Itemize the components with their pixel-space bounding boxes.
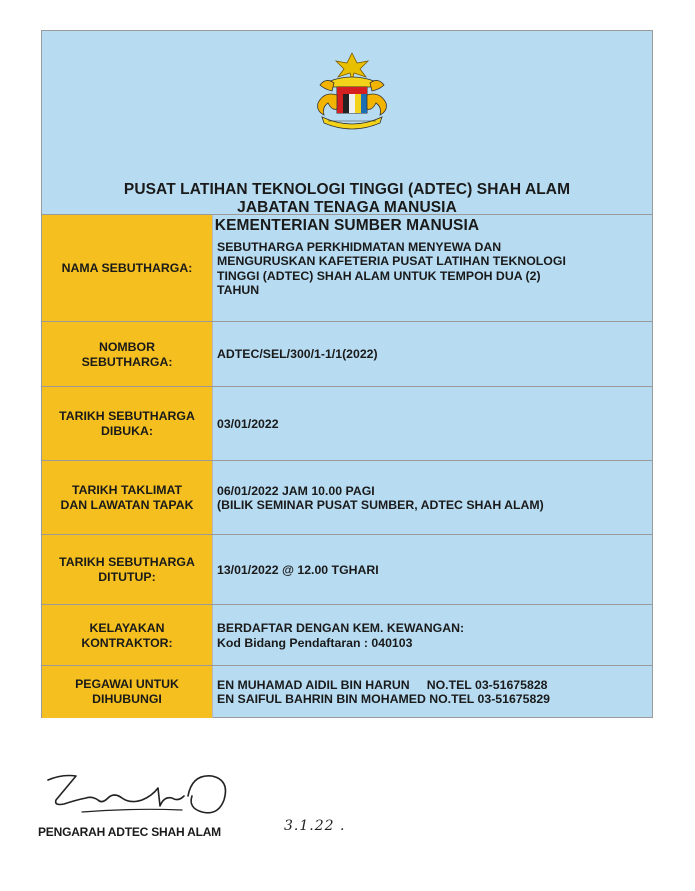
row-contact-officers: [42, 665, 652, 718]
row-label-text: NAMA SEBUTHARGA:: [61, 261, 193, 275]
row-value: [213, 666, 652, 718]
row-label-text: TARIKH TAKLIMAT: [72, 483, 182, 497]
signatory-title: PENGARAH ADTEC SHAH ALAM: [38, 825, 221, 839]
row-value-text: 06/01/2022 JAM 10.00 PAGI: [217, 483, 375, 498]
row-tender-name: [42, 214, 652, 322]
row-value-text: (BILIK SEMINAR PUSAT SUMBER, ADTEC SHAH ALAM): [217, 498, 544, 512]
row-value: [213, 605, 652, 666]
row-label: [42, 322, 213, 387]
row-value-text: 03/01/2022: [217, 416, 279, 431]
row-open-date: [42, 386, 652, 461]
row-value-text: TINGGI (ADTEC) SHAH ALAM UNTUK TEMPOH DUA (2): [217, 268, 541, 283]
handwritten-signature: [42, 766, 232, 822]
row-value-text: Kod Bidang Pendaftaran : 040103: [217, 635, 413, 650]
row-label-text: KONTRAKTOR:: [81, 635, 173, 650]
row-value-text: EN SAIFUL BAHRIN BIN MOHAMED NO.TEL 03-51675829: [217, 692, 551, 706]
row-contractor-qualification: [42, 604, 652, 666]
row-value: [213, 461, 652, 535]
row-label: [42, 387, 213, 461]
row-value-text: EN MUHAMAD AIDIL BIN HARUN NO.TEL 03-51675828: [217, 677, 548, 692]
row-label-text: KELAYAKAN: [89, 620, 165, 635]
row-label-text: DIHUBUNGI: [92, 692, 162, 706]
row-label-text: TARIKH SEBUTHARGA: [59, 409, 195, 423]
handwritten-date: 3.1.22 .: [284, 818, 346, 834]
header-line-2: JABATAN TENAGA MANUSIA: [237, 199, 457, 216]
row-label-text: DITUTUP:: [98, 570, 156, 584]
row-label: [42, 535, 213, 605]
coat-of-arms-icon: [310, 51, 394, 131]
row-label: [42, 461, 213, 535]
row-label: [42, 605, 213, 666]
row-label-text: NOMBOR: [98, 339, 155, 354]
notice-header: [42, 31, 652, 234]
row-label-text: DIBUKA:: [101, 424, 153, 438]
row-value-text: SEBUTHARGA PERKHIDMATAN MENYEWA DAN: [217, 239, 502, 254]
row-label: [42, 215, 213, 322]
row-label-text: PEGAWAI UNTUK: [75, 677, 179, 691]
row-value-text: 13/01/2022 @ 12.00 TGHARI: [217, 562, 379, 577]
row-label-text: SEBUTHARGA:: [81, 354, 173, 369]
row-briefing-date: [42, 460, 652, 535]
row-value-text: ADTEC/SEL/300/1-1/1(2022): [217, 347, 378, 362]
row-close-date: [42, 534, 652, 605]
row-value: [213, 535, 652, 605]
row-label: [42, 666, 213, 718]
header-line-3: KEMENTERIAN SUMBER MANUSIA: [214, 217, 480, 234]
row-value: [213, 322, 652, 387]
row-label-text: TARIKH SEBUTHARGA: [59, 555, 195, 569]
row-value: [213, 215, 652, 322]
row-value-text: TAHUN: [217, 283, 260, 297]
tender-notice-panel: [41, 30, 653, 718]
row-tender-number: [42, 321, 652, 387]
row-value: [213, 387, 652, 461]
row-value-text: MENGURUSKAN KAFETERIA PUSAT LATIHAN TEKNOLOGI: [217, 254, 566, 268]
row-label-text: DAN LAWATAN TAPAK: [60, 498, 194, 512]
row-value-text: BERDAFTAR DENGAN KEM. KEWANGAN:: [217, 621, 465, 635]
header-line-1: PUSAT LATIHAN TEKNOLOGI TINGGI (ADTEC) SHAH ALAM: [123, 181, 571, 198]
